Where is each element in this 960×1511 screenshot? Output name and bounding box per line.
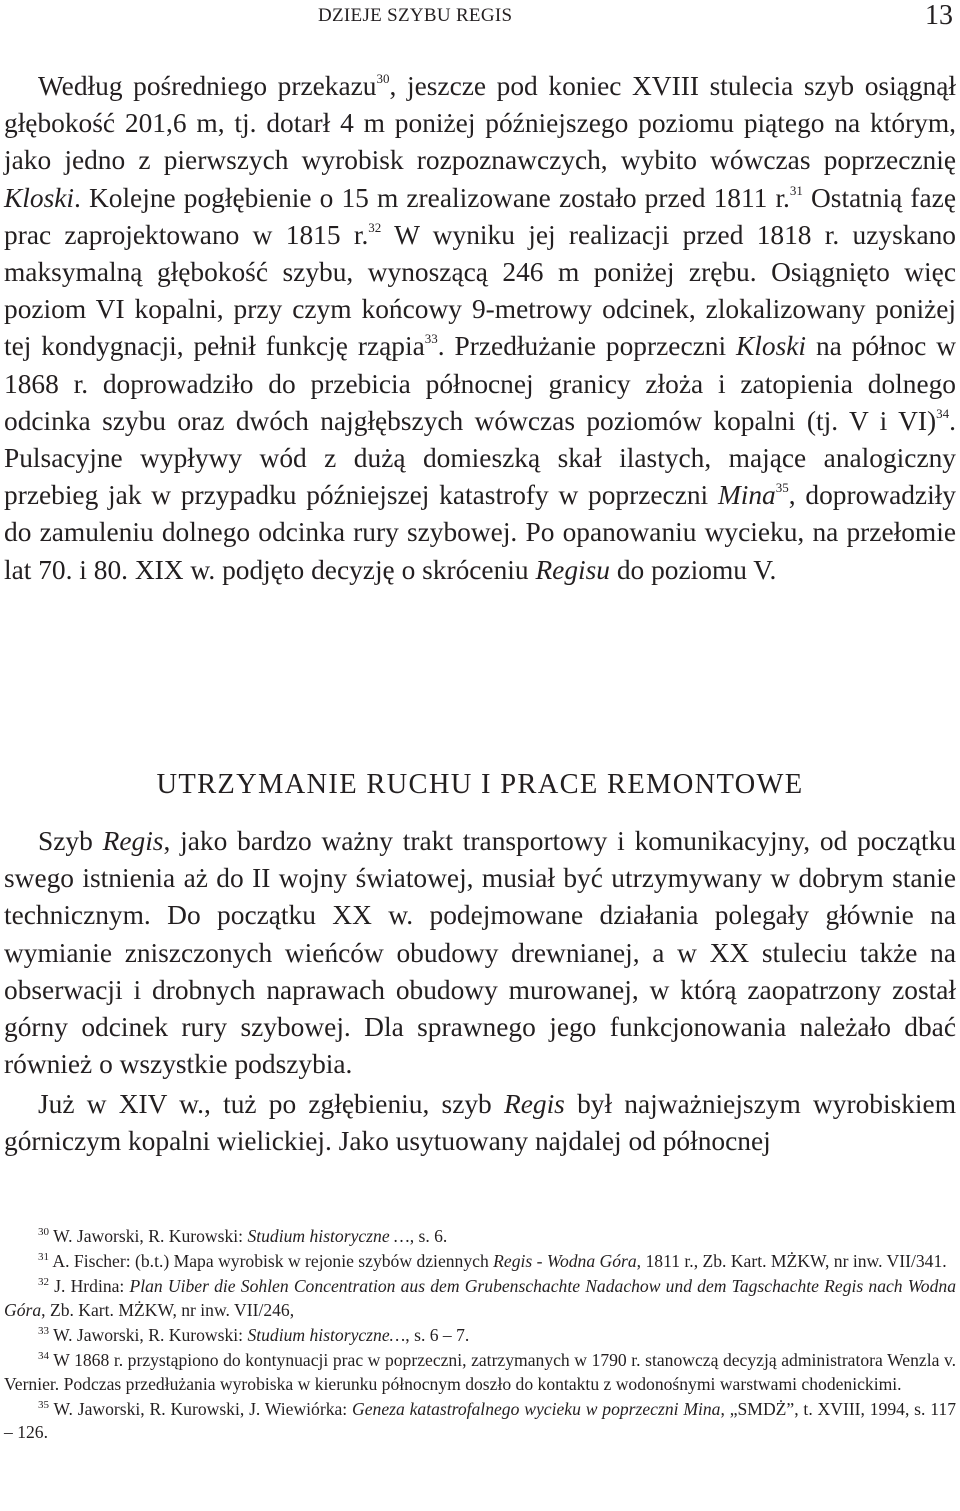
text-run: . Kolejne pogłębienie o 15 m zrealizowane zostało przed 1811 r.: [74, 182, 790, 213]
footnote-text: , 1811 r., Zb. Kart. MŻKW, nr inw. VII/341.: [636, 1251, 947, 1272]
text-run: do poziomu V.: [610, 554, 777, 585]
footnote-ref-32[interactable]: 32: [368, 219, 382, 235]
footnote-number: 33: [38, 1324, 49, 1337]
body-paragraph-3: [4, 1086, 956, 1160]
footnote-text: , „SMDŻ”, t. XVIII, 1994, s. 117 – 126.: [4, 1398, 956, 1443]
italic-term: Regisu: [535, 554, 611, 585]
footnote-text: , s. 6.: [409, 1226, 448, 1246]
footnote-ref-31[interactable]: 31: [789, 182, 803, 198]
text-run: W wyniku jej realizacji przed 1818 r. uzyskano maksymalną głębokość szybu, wynoszącą 246 m poniżej zrębu. Osiągnięto więc poziom VI kopalni, przy czym końcowy 9-metrowy odcinek, zlokalizowany poniżej tej kondygnacji, pełnił funkcję rząpia: [4, 219, 956, 362]
text-run: . Pulsacyjne wypływy wód z dużą domieszką skał ilastych, mające analogiczny przebieg jak w przypadku późniejszej katastrofy w poprzeczni: [4, 405, 956, 511]
running-head-title: DZIEJE SZYBU REGIS: [318, 5, 513, 26]
italic-term: Regis: [503, 1089, 565, 1119]
footnote-italic: Regis - Wodna Góra: [493, 1251, 637, 1272]
footnote-number: 34: [38, 1349, 49, 1362]
italic-term: Regis: [102, 826, 164, 856]
footnote-text: W. Jaworski, R. Kurowski:: [49, 1226, 248, 1246]
text-run: , jeszcze pod koniec XVIII stulecia szyb osiągnął głębokość 201,6 m, tj. dotarł 4 m poniżej późniejszego poziomu piątego na którym, jako jedno z pierwszych wyrobisk rozpoznawczych, wybito wówczas poprzecznię: [4, 71, 956, 176]
footnote-text: W. Jaworski, R. Kurowski:: [49, 1324, 248, 1345]
footnote-ref-35[interactable]: 35: [775, 480, 789, 496]
text-run: Już w XIV w., tuż po zgłębieniu, szyb: [38, 1089, 504, 1119]
footnote-ref-34[interactable]: 34: [936, 405, 950, 421]
footnote-text: J. Hrdina:: [49, 1276, 130, 1297]
footnote-text: A. Fischer: (b.t.) Mapa wyrobisk w rejonie szybów dziennych: [49, 1251, 494, 1272]
text-run: Według pośredniego przekazu: [38, 71, 377, 101]
italic-term: Kloski: [736, 331, 807, 362]
italic-term: Kloski: [4, 182, 75, 213]
footnote-text: W. Jaworski, R. Kurowski, J. Wiewiórka:: [49, 1398, 353, 1419]
footnote-text: , Zb. Kart. MŻKW, nr inw. VII/246,: [41, 1299, 295, 1320]
footnote-number: 32: [38, 1276, 49, 1289]
footnote-32: [4, 1275, 956, 1322]
footnote-35: [4, 1398, 956, 1445]
footnotes: [4, 1225, 956, 1445]
text-run: był najważniejszym wyrobiskiem górniczym kopalni wielickiej. Jako usytuowany najdalej od północnej: [4, 1089, 956, 1157]
footnote-italic: Studium historyczne …: [247, 1226, 410, 1246]
footnote-number: 30: [38, 1226, 49, 1238]
footnote-ref-30[interactable]: 30: [376, 71, 390, 86]
footnote-text: , s. 6 – 7.: [405, 1324, 470, 1345]
footnote-text: W 1868 r. przystąpiono do kontynuacji prac w poprzeczni, zatrzymanych w 1790 r. stanowczą decyzją administratora Wenzla v. Vernier. Podczas przedłużania wyrobiska w kierunku północnym doszło do kontaktu z wodonośnymi warstwami chodenickimi.: [4, 1349, 956, 1394]
section-heading: UTRZYMANIE RUCHU I PRACE REMONTOWE: [156, 768, 804, 800]
footnote-number: 31: [38, 1251, 49, 1264]
text-run: Szyb: [38, 826, 103, 856]
page-number: 13: [925, 0, 953, 31]
footnote-number: 35: [38, 1398, 49, 1411]
footnote-italic: Geneza katastrofalnego wycieku w poprzeczni Mina: [352, 1398, 721, 1419]
text-run: , doprowadziły do zamuleniu dolnego odcinka rury szybowej. Po opanowaniu wycieku, na przełomie lat 70. i 80. XIX w. podjęto decyzję o skróceniu: [4, 480, 956, 585]
body-paragraph-1: [4, 68, 956, 589]
footnote-31: [4, 1250, 956, 1274]
text-run: na północ w 1868 r. doprowadziło do przebicia północnej granicy złoża i zatopienia dolnego odcinka szybu oraz dwóch najgłębszych wówczas poziomów kopalni (tj. V i VI): [4, 331, 956, 436]
footnote-30: [4, 1225, 956, 1249]
italic-term: Mina: [717, 480, 776, 511]
body-paragraph-2: [4, 823, 956, 1083]
text-run: Ostatnią fazę prac zaprojektowano w 1815 r.: [4, 182, 956, 250]
text-run: , jako bardzo ważny trakt transportowy i komunikacyjny, od początku swego istnienia aż do II wojny światowej, musiał być utrzymywany w dobrym stanie technicznym. Do początku XX w. podejmowane działania polegały głównie na wymianie zniszczonych wieńców obudowy drewnianej, a w XX stuleciu także na obserwacji i drobnych naprawach obudowy murowanej, w którą zaopatrzony został górny odcinek rury szybowej. Dla sprawnego jego funkcjonowania należało dbać również o wszystkie podszybia.: [4, 826, 956, 1080]
footnote-italic: Studium historyczne…: [247, 1324, 406, 1345]
footnote-italic: Plan Uiber die Sohlen Concentration aus dem Grubenschachte Nadachow und dem Tagschachte Regis nach Wodna Góra: [4, 1276, 956, 1320]
footnote-33: [4, 1324, 956, 1348]
text-run: . Przedłużanie poprzeczni: [437, 331, 736, 362]
footnote-ref-33[interactable]: 33: [424, 331, 438, 347]
footnote-34: [4, 1349, 956, 1396]
